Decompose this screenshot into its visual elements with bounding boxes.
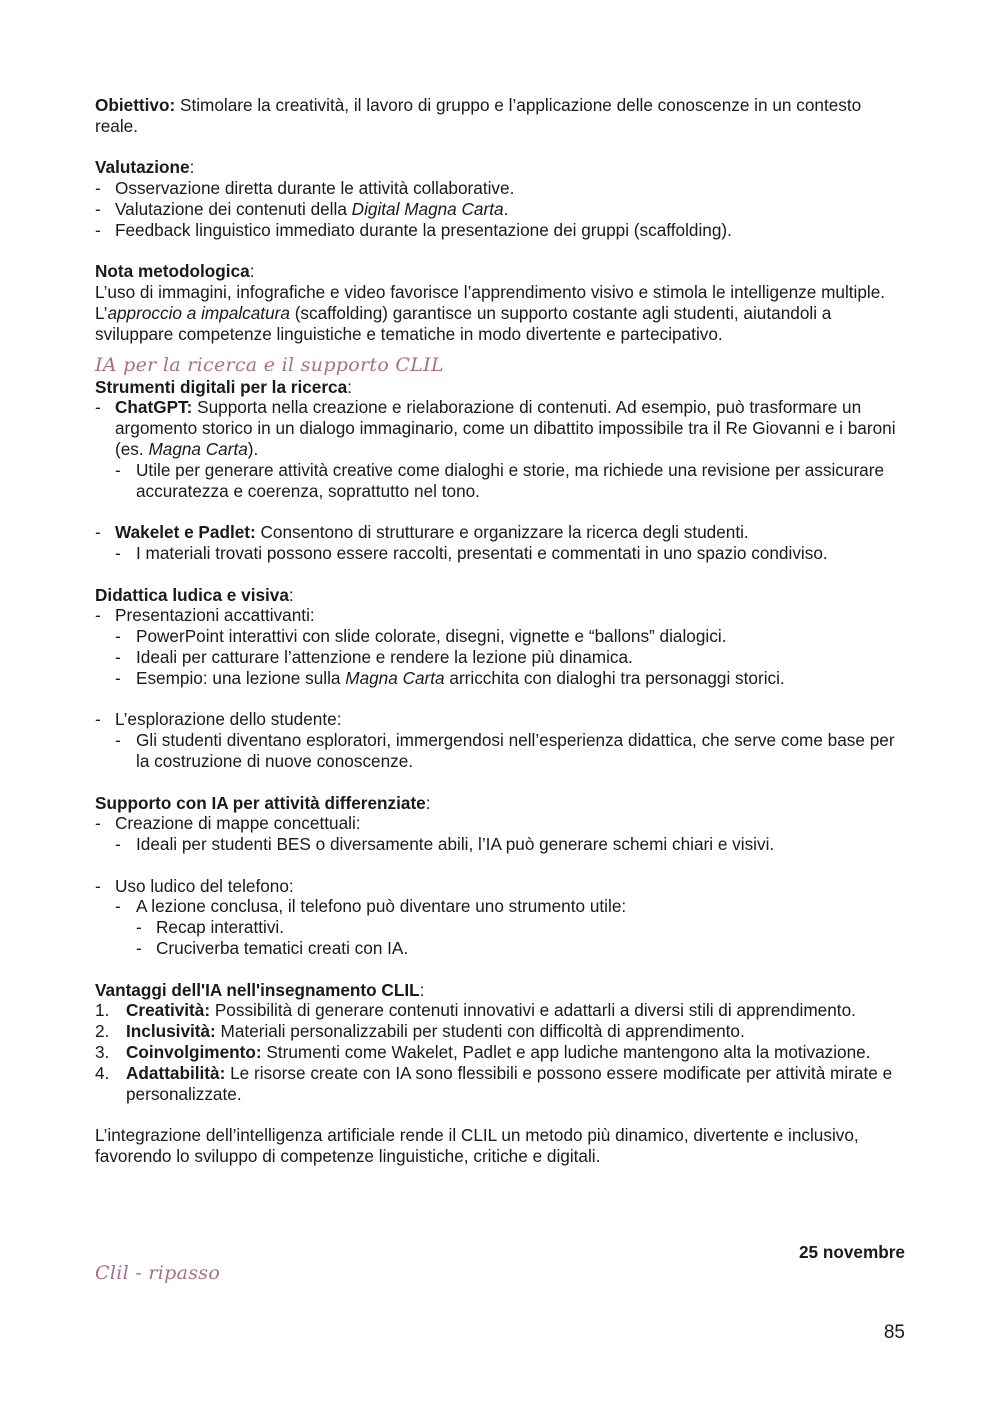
item-number: 3. bbox=[95, 1042, 110, 1063]
vantaggi-list bbox=[95, 1000, 905, 1104]
sub-sub-list bbox=[136, 917, 905, 959]
chatgpt-label: ChatGPT: bbox=[115, 397, 193, 418]
sub-list-item bbox=[115, 896, 905, 958]
supporto-list-2 bbox=[95, 876, 905, 959]
italic-text: approccio a impalcatura bbox=[107, 302, 290, 323]
dash-bullet: - bbox=[95, 709, 101, 730]
sub-list-item bbox=[115, 668, 905, 689]
sub-list-item bbox=[115, 460, 905, 502]
numbered-item bbox=[95, 1042, 905, 1063]
item-label: Inclusività: bbox=[126, 1021, 216, 1042]
strumenti-heading bbox=[95, 377, 905, 398]
nota-label: Nota metodologica bbox=[95, 261, 250, 282]
vantaggi-heading bbox=[95, 980, 905, 1001]
list-item bbox=[95, 709, 905, 771]
list-item bbox=[95, 813, 905, 855]
list-item-text: Ideali per catturare l’attenzione e rendere la lezione più dinamica. bbox=[136, 646, 633, 667]
dash-bullet: - bbox=[95, 397, 101, 418]
section-heading: IA per la ricerca e il supporto CLIL bbox=[95, 353, 444, 376]
didattica-heading bbox=[95, 585, 905, 606]
list-item-text: L’esplorazione dello studente: bbox=[115, 709, 342, 730]
dash-bullet: - bbox=[95, 522, 101, 543]
wakelet-label: Wakelet e Padlet: bbox=[115, 522, 256, 543]
list-item bbox=[95, 178, 905, 199]
valutazione-list bbox=[95, 178, 905, 240]
obiettivo-paragraph bbox=[95, 95, 905, 137]
sub-list bbox=[115, 460, 905, 502]
page-number: 85 bbox=[883, 1322, 905, 1343]
italic-text: Magna Carta bbox=[148, 438, 248, 459]
sub-list bbox=[115, 543, 905, 564]
italic-text: Digital Magna Carta bbox=[351, 198, 504, 219]
colon: : bbox=[419, 979, 425, 1000]
colon: : bbox=[249, 261, 255, 282]
obiettivo-label: Obiettivo: bbox=[95, 95, 176, 115]
list-item bbox=[95, 876, 905, 959]
numbered-item bbox=[95, 1000, 905, 1021]
list-item bbox=[95, 522, 905, 564]
supporto-heading bbox=[95, 793, 905, 814]
list-item-text: Valutazione dei contenuti della bbox=[115, 198, 352, 219]
sub-list bbox=[115, 834, 905, 855]
item-number: 1. bbox=[95, 1000, 110, 1021]
section-heading-ripasso: Clil - ripasso bbox=[95, 1262, 221, 1284]
list-item-text: Recap interattivi. bbox=[156, 917, 285, 938]
list-item bbox=[95, 220, 905, 241]
didattica-list bbox=[95, 605, 905, 688]
list-item-text: arricchita con dialoghi tra personaggi storici. bbox=[444, 667, 785, 688]
valutazione-heading bbox=[95, 157, 905, 178]
dash-bullet: - bbox=[95, 219, 101, 240]
dash-bullet: - bbox=[115, 626, 121, 647]
date-label: 25 novembre bbox=[798, 1242, 905, 1262]
dash-bullet: - bbox=[95, 178, 101, 199]
sub-sub-list-item bbox=[136, 917, 905, 938]
list-item-text: PowerPoint interattivi con slide colorate, disegni, vignette e “ballons” dialogici. bbox=[136, 626, 727, 647]
list-item bbox=[95, 605, 905, 688]
list-item-text: Osservazione diretta durante le attività collaborative. bbox=[115, 178, 515, 199]
sub-sub-list-item bbox=[136, 938, 905, 959]
strumenti-list bbox=[95, 397, 905, 501]
dash-bullet: - bbox=[95, 813, 101, 834]
didattica-label: Didattica ludica e visiva bbox=[95, 584, 289, 605]
item-number: 2. bbox=[95, 1021, 110, 1042]
sub-list bbox=[115, 730, 905, 772]
dash-bullet: - bbox=[115, 896, 121, 917]
colon: : bbox=[347, 376, 352, 397]
dash-bullet: - bbox=[115, 730, 121, 751]
list-item-text: Gli studenti diventano esploratori, immergendosi nell’esperienza didattica, che serve come base per la costruzione di nuove conoscenze. bbox=[136, 730, 895, 771]
sub-list-item bbox=[115, 834, 905, 855]
strumenti-list-2 bbox=[95, 522, 905, 564]
list-item-text: Supporta nella creazione e rielaborazione di contenuti. Ad esempio, può trasformare un argomento storico in un dialogo immaginario, come un dibattito impossibile tra il Re Giovanni e i baroni (es. bbox=[115, 397, 896, 459]
supporto-label: Supporto con IA per attività differenziate bbox=[95, 792, 426, 813]
dash-bullet: - bbox=[95, 605, 101, 626]
paragraph-text: (scaffolding) garantisce un supporto costante agli studenti, aiutandoli a sviluppare competenze linguistiche e tematiche in modo divertente e partecipativo. bbox=[95, 302, 832, 344]
list-item-text: Esempio: una lezione sulla bbox=[136, 667, 346, 688]
sub-list-item bbox=[115, 647, 905, 668]
item-label: Creatività: bbox=[126, 1000, 211, 1021]
colon: : bbox=[288, 584, 294, 605]
italic-text: Magna Carta bbox=[345, 667, 445, 688]
list-item-text: Consentono di strutturare e organizzare la ricerca degli studenti. bbox=[255, 522, 749, 543]
list-item-text: Cruciverba tematici creati con IA. bbox=[156, 938, 409, 959]
list-item-text: . bbox=[503, 198, 509, 219]
dash-bullet: - bbox=[95, 875, 101, 896]
item-number: 4. bbox=[95, 1062, 110, 1083]
sub-list-item bbox=[115, 543, 905, 564]
list-item bbox=[95, 397, 905, 501]
sub-list-item bbox=[115, 626, 905, 647]
dash-bullet: - bbox=[115, 646, 121, 667]
item-text: Possibilità di generare contenuti innovativi e adattarli a diversi stili di apprendimento. bbox=[210, 1000, 856, 1021]
dash-bullet: - bbox=[115, 667, 121, 688]
list-item-text: Ideali per studenti BES o diversamente abili, l’IA può generare schemi chiari e visivi. bbox=[136, 834, 775, 855]
nota-paragraph bbox=[95, 282, 905, 344]
item-text: Materiali personalizzabili per studenti con difficoltà di apprendimento. bbox=[215, 1021, 745, 1042]
item-text: Strumenti come Wakelet, Padlet e app ludiche mantengono alta la motivazione. bbox=[261, 1042, 871, 1063]
dash-bullet: - bbox=[136, 938, 142, 959]
dash-bullet: - bbox=[95, 198, 101, 219]
nota-heading bbox=[95, 261, 905, 282]
sub-list bbox=[115, 626, 905, 688]
list-item-text: A lezione conclusa, il telefono può diventare uno strumento utile: bbox=[136, 896, 627, 917]
list-item-text: Presentazioni accattivanti: bbox=[115, 605, 315, 626]
obiettivo-text: Stimolare la creatività, il lavoro di gruppo e l’applicazione delle conoscenze in un contesto reale. bbox=[95, 95, 862, 136]
page-content bbox=[95, 95, 905, 1167]
dash-bullet: - bbox=[115, 834, 121, 855]
dash-bullet: - bbox=[115, 459, 121, 480]
sub-list bbox=[115, 896, 905, 958]
list-item-text: Uso ludico del telefono: bbox=[115, 875, 294, 896]
vantaggi-label: Vantaggi dell'IA nell'insegnamento CLIL bbox=[95, 979, 420, 1000]
item-label: Adattabilità: bbox=[126, 1062, 226, 1083]
paragraph-text: L’uso di immagini, infografiche e video favorisce l’apprendimento visivo e stimola le intelligenze multiple. L’ bbox=[95, 282, 886, 323]
sub-list-item bbox=[115, 730, 905, 772]
didattica-list-2 bbox=[95, 709, 905, 771]
list-item-text: Feedback linguistico immediato durante la presentazione dei gruppi (scaffolding). bbox=[115, 219, 732, 240]
list-item bbox=[95, 199, 905, 220]
list-item-text: Utile per generare attività creative come dialoghi e storie, ma richiede una revisione per assicurare accuratezza e coerenza, soprattutto nel tono. bbox=[136, 459, 885, 501]
dash-bullet: - bbox=[136, 917, 142, 938]
valutazione-label: Valutazione bbox=[95, 157, 190, 178]
item-label: Coinvolgimento: bbox=[126, 1042, 262, 1063]
numbered-item bbox=[95, 1063, 905, 1105]
colon: : bbox=[425, 792, 431, 813]
dash-bullet: - bbox=[115, 542, 121, 563]
list-item-text: I materiali trovati possono essere raccolti, presentati e commentati in uno spazio condiviso. bbox=[136, 542, 828, 563]
conclusione-paragraph: L’integrazione dell’intelligenza artificiale rende il CLIL un metodo più dinamico, divertente e inclusivo, favorendo lo sviluppo di competenze linguistiche, critiche e digitali. bbox=[95, 1125, 859, 1167]
item-text: Le risorse create con IA sono flessibili e possono essere modificate per attività mirate e personalizzate. bbox=[126, 1062, 893, 1104]
supporto-list bbox=[95, 813, 905, 855]
list-item-text: Creazione di mappe concettuali: bbox=[115, 813, 361, 834]
colon: : bbox=[189, 157, 195, 178]
list-item-text: ). bbox=[247, 438, 259, 459]
strumenti-label: Strumenti digitali per la ricerca bbox=[95, 376, 348, 397]
numbered-item bbox=[95, 1021, 905, 1042]
